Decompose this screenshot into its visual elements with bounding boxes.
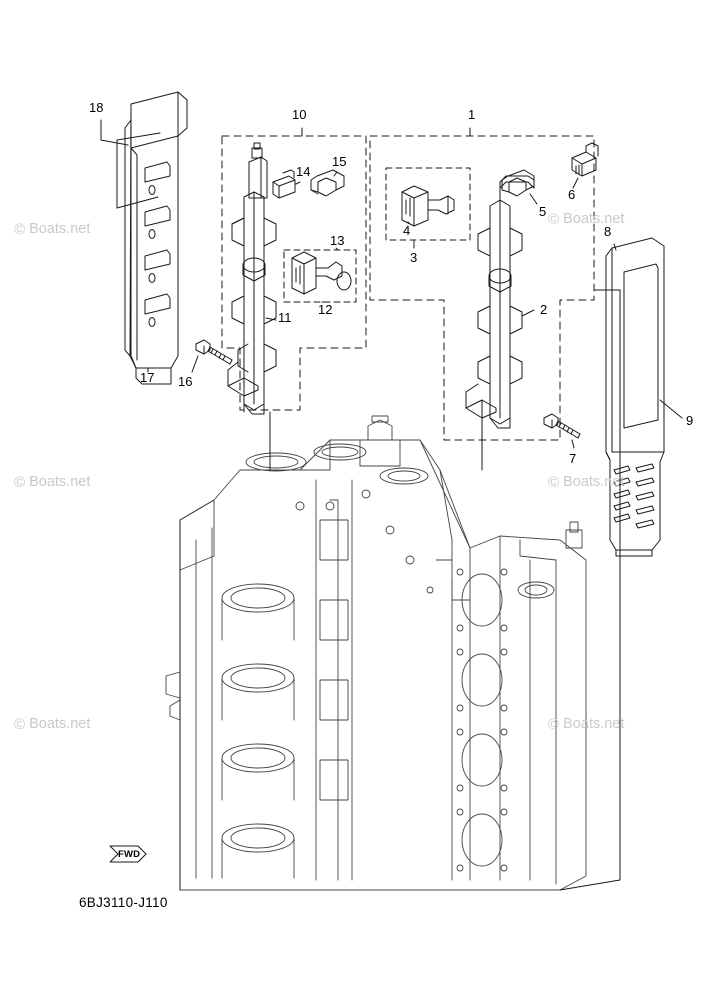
watermark-text: Boats.net xyxy=(29,474,91,490)
fwd-direction-label: FWD xyxy=(118,849,141,860)
callout-7: 7 xyxy=(569,451,577,466)
watermark: © Boats.net xyxy=(14,716,91,733)
callout-14: 14 xyxy=(296,164,311,179)
callout-2-leader xyxy=(522,310,534,316)
watermark-text: Boats.net xyxy=(29,221,91,237)
callout-9: 9 xyxy=(686,413,694,428)
engine-block xyxy=(166,416,586,890)
callout-3: 3 xyxy=(410,250,418,265)
callout-5: 5 xyxy=(539,204,547,219)
part-14 xyxy=(273,170,295,198)
watermark-text: Boats.net xyxy=(563,211,625,227)
callout-1: 1 xyxy=(468,107,476,122)
callout-14-leader xyxy=(296,182,300,184)
watermark: © Boats.net xyxy=(548,211,625,228)
part-4-sensor xyxy=(402,186,454,226)
callout-6: 6 xyxy=(568,187,576,202)
left-cover-plate xyxy=(125,92,187,384)
watermark-text: Boats.net xyxy=(563,716,625,732)
watermark: © Boats.net xyxy=(548,474,625,491)
right-cover-plate xyxy=(606,238,664,556)
callout-17: 17 xyxy=(140,370,155,385)
callout-4: 4 xyxy=(403,223,411,238)
callout-2: 2 xyxy=(540,302,548,317)
callout-10: 10 xyxy=(292,107,307,122)
part-code-label: 6BJ3110-J110 xyxy=(79,895,168,910)
part-6-connector xyxy=(572,143,598,176)
part-12-13 xyxy=(292,252,351,294)
left-fuel-rail xyxy=(228,143,276,414)
part-7-bolt xyxy=(544,414,580,438)
callout-18: 18 xyxy=(89,100,104,115)
callout-13: 13 xyxy=(330,233,345,248)
callout-12: 12 xyxy=(318,302,333,317)
watermark-text: Boats.net xyxy=(563,474,625,490)
group-1-dashed-box xyxy=(370,136,594,440)
watermark: © Boats.net xyxy=(548,716,625,733)
callout-9-leader xyxy=(660,400,682,418)
callout-16-leader xyxy=(192,356,198,372)
watermark: © Boats.net xyxy=(14,474,91,491)
callout-16: 16 xyxy=(178,374,193,389)
callout-11: 11 xyxy=(278,310,292,325)
callout-15-leader xyxy=(334,172,337,176)
part-16-bolt xyxy=(196,340,232,364)
watermark-text: Boats.net xyxy=(29,716,91,732)
callout-15: 15 xyxy=(332,154,347,169)
callout-5-leader xyxy=(530,194,537,204)
right-fuel-rail xyxy=(466,176,534,434)
part-15 xyxy=(311,170,344,196)
callout-8: 8 xyxy=(604,224,612,239)
watermark: © Boats.net xyxy=(14,221,91,238)
callout-7-leader xyxy=(572,440,574,448)
